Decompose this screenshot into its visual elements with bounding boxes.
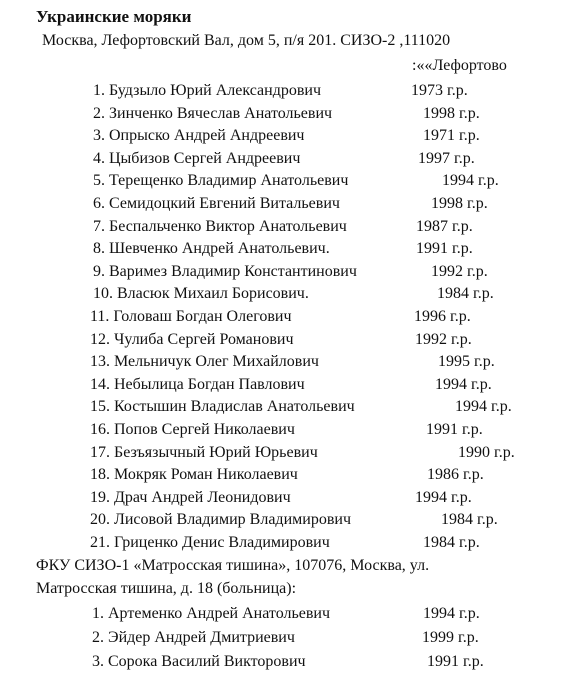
birth-year: 1997 г.р. [418,149,475,167]
sailor-name: 9. Варимез Владимир Константинович [93,262,357,280]
sailor-name: 3. Опрыско Андрей Андреевич [93,127,305,145]
sailor-name: 20. Лисовой Владимир Владимирович [90,511,351,529]
birth-year: 1999 г.р. [422,629,479,646]
address-line: Москва, Лефортовский Вал, дом 5, п/я 201. СИЗО-2 ,111020 [42,32,451,49]
sailor-name: 10. Власюк Михаил Борисович. [93,285,309,303]
address-line: ФКУ СИЗО-1 «Матросская тишина», 107076, Москва, ул. [36,557,430,574]
birth-year: 1996 г.р. [414,308,471,325]
address-line: Матросская тишина, д. 18 (больница): [36,580,297,597]
sailor-name: 21. Гриценко Денис Владимирович [90,534,330,551]
birth-year: 1994 г.р. [415,488,472,506]
birth-year: 1994 г.р. [442,172,499,190]
sailor-name: 2. Зинченко Вячеслав Анатольевич [93,104,333,122]
sailor-name: 7. Беспальченко Виктор Анатольевич [93,217,347,235]
birth-year: 1984 г.р. [437,285,494,303]
sailor-name: 19. Драч Андрей Леонидович [90,488,291,506]
sailor-name: 17. Безъязычный Юрий Юрьевич [90,443,318,461]
sailor-name: 16. Попов Сергей Николаевич [90,421,295,438]
birth-year: 1995 г.р. [438,353,495,371]
birth-year: 1992 г.р. [415,330,472,348]
birth-year: 1998 г.р. [431,195,488,212]
sailor-name: 11. Головаш Богдан Олегович [90,308,292,325]
birth-year: 1984 г.р. [441,511,498,529]
document-title: Украинские моряки [36,7,192,26]
sailor-name: 12. Чулиба Сергей Романович [90,330,294,348]
sailor-name: 6. Семидоцкий Евгений Витальевич [93,195,340,212]
birth-year: 1991 г.р. [427,653,484,670]
sailor-name: 13. Мельничук Олег Михайлович [90,353,319,371]
sailor-name: 18. Мокряк Роман Николаевич [90,466,298,484]
sailor-name: 1. Артеменко Андрей Анатольевич [92,605,331,622]
birth-year: 1992 г.р. [431,262,488,280]
birth-year: 1991 г.р. [416,240,473,258]
birth-year: 1994 г.р. [423,605,480,622]
sailor-name: 1. Будзыло Юрий Александрович [93,82,322,99]
birth-year: 1986 г.р. [427,466,484,484]
sailor-name: 8. Шевченко Андрей Анатольевич. [93,240,330,258]
sailor-name: 4. Цыбизов Сергей Андреевич [93,149,301,167]
sailor-name: 14. Небылица Богдан Павлович [90,375,305,393]
birth-year: 1994 г.р. [435,375,492,393]
sailor-name: 15. Костышин Владислав Анатольевич [90,398,355,416]
birth-year: 1973 г.р. [411,82,468,99]
sailor-name: 3. Сорока Василий Викторович [92,653,306,670]
birth-year: 1998 г.р. [423,104,480,122]
birth-year: 1971 г.р. [423,127,480,145]
birth-year: 1984 г.р. [423,534,480,551]
birth-year: 1994 г.р. [455,398,512,416]
sailor-name: 2. Эйдер Андрей Дмитриевич [92,629,295,646]
sailor-name: 5. Терещенко Владимир Анатольевич [93,172,349,190]
birth-year: 1990 г.р. [458,443,515,461]
birth-year: 1987 г.р. [416,217,473,235]
address-line: :««Лефортово [412,57,507,74]
birth-year: 1991 г.р. [426,421,483,438]
